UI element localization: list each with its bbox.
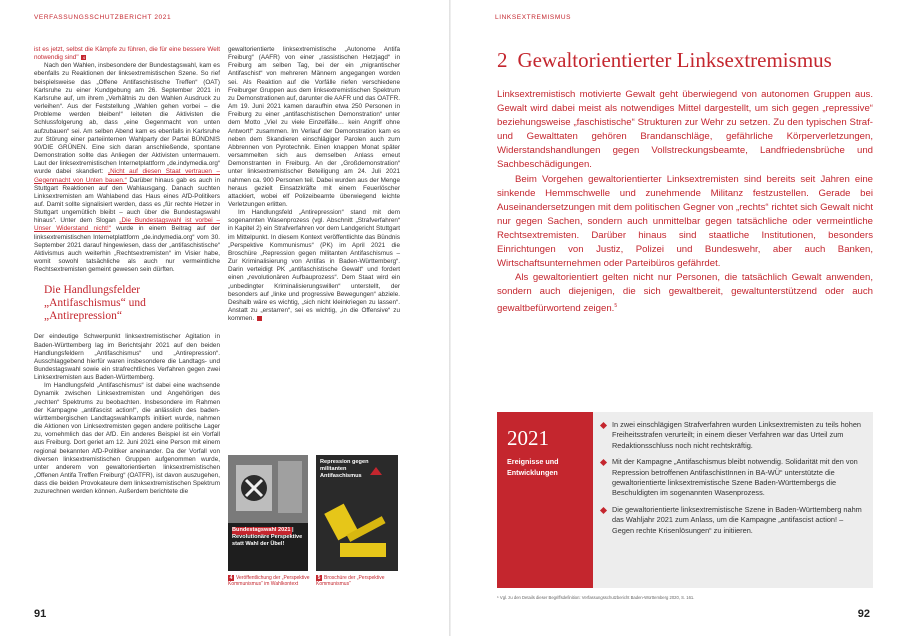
footnote-ref[interactable]: 5 [614,303,618,310]
paragraph: Der eindeutige Schwerpunkt linksextremistischer Agitation in Baden-Württemberg lag im Berichtsjahr 2021 auf den beiden Handlungsfeldern „Antifaschismus“ und „Antirepression“. Ausschlaggebend hierfür waren insbesondere die Landtags- und Bundestagswahl sowie ein strafrechtliches Verfahren gegen zwei Linksextremisten aus Baden-Württemberg. [34,333,220,382]
running-head-right: LINKSEXTREMISMUS [495,14,572,21]
running-head-left: VERFASSUNGSSCHUTZBERICHT 2021 [34,14,172,21]
campaign-photo [228,455,308,571]
paragraph: Beim Vorgehen gewaltorientierter Linksextremisten sind bereits seit Jahren eine sinkende Hemmschwelle und zunehmende Militanz festzustellen. Gerade bei Auseinandersetzungen mit dem politischen Gegner von „rechts“ richtet sich Gewalt nicht nur gegen Sachen, sondern auch unmittelbar gegen tatsächliche oder vermeintliche Rechtsextremisten. Darüber hinaus sind staatliche Institutionen, besonders Einrichtungen von Justiz, Polizei und Bundeswehr, aber auch Banken, Wirtschaftsunternehmen oder Parteibüros gefährdet. [497,173,873,270]
chapter-heading: 2 Gewaltorientierter Linksextremismus [497,48,832,72]
list-item: Mit der Kampagne „Antifaschismus bleibt notwendig. Solidarität mit den von Repression betroffenen AntifaschistInnen in BA-WÜ“ unterstützte die gewaltorientierte linksextremistische Szene Baden-Württembergs die Beschuldigten im sogenannten Wasenprozess. [601,457,863,499]
quote-link[interactable]: „Nicht auf diesen Staat vertrauen – Gegenmacht von Unten bauen.“ [34,168,220,184]
brochure-title: Repression gegen militanten Antifaschismus [320,459,369,479]
quote-red: ist es jetzt, selbst die Kämpfe zu führen, die für eine bessere Welt notwendig sind" [34,46,220,62]
lead-text [497,88,873,317]
paragraph: Nach den Wahlen, insbesondere der Bundestagswahl, kam es ebenfalls zu Reaktionen der linksextremistischen Szene. So rief beispielsweise das „Offene Antifaschistische Treffen“ (OAT) Karlsruhe zu einer Kundgebung am 26. September 2021 in Karlsruhe auf, um ihrem „Verhältnis zu den Wahlen Ausdruck zu verleihen“. Aus der Feststellung „Wahlen gehen vorbei – die Probleme werden bleiben!“ leiteten die Aktivisten die Schlussfolgerung ab, dass „eine Gegenmacht von unten aufzubauen“ sei. Am selben Abend kam es ebenfalls in Karlsruhe zur Störung einer parteiinternen Wahlparty der Partei BÜNDNIS 90/DIE GRÜNEN. Eine sich daran anschließende, spontane Demonstration sollte das Anliegen der Aktivisten untermauern. Laut der linksextremistischen Internetplattform „de.indymedia.org“ wurde dabei skandiert: „Nicht auf diesen Staat vertrauen – Gegenmacht von Unten bauen.“ Darüber hinaus gab es auch in Stuttgart Reaktionen auf den Wahlausgang. Danach suchten Linksextremisten am Wahlabend das Haus eines AfD-Politikers auf. Damit sollte signalisiert werden, dass es „für rechte Hetzer in Stuttgart ungemütlich bleibt – auch über die Bundestagswahl hinaus“. Unter dem Slogan „Die Bundestagswahl ist vorbei – Unser Widerstand nicht!“ wurde in einem Beitrag auf der linksextremistischen Internetplattform „de.indymedia.org“ vom 30. September 2021 darauf hingewiesen, dass der „antifaschistische“ Aktivismus auch weiterhin „Rechtsextremisten“ im Visier habe, womit sowohl tatsächliche als auch nur vermeintliche Rechtsextremisten gemeint gewesen sein dürften. [34,62,221,274]
events-box [497,412,873,588]
section-subheading: Die Handlungsfelder „Antifaschismus“ und „Antirepression“ [44,284,146,323]
events-box-header [497,412,593,588]
page-number-right: 92 [857,608,870,620]
image-marker-5: 5 [257,316,262,321]
page-number-left: 91 [34,608,47,620]
brochure-cover [316,455,398,571]
box-year: 2021 [507,426,549,450]
events-list [601,420,863,542]
quote-link[interactable]: „Die Bundestagswahl ist vorbei – Unser Widerstand nicht!“ [34,217,220,233]
campaign-photo-text: Bundestagswahl 2021 | Revolutionäre Perspektive statt Wahl der Übel! [232,527,303,547]
left-column-2 [228,46,400,323]
ballot-photo-illustration [228,455,308,571]
caption-5: 5 Broschüre der „Perspektive Kommunismus“ [316,575,385,587]
footnote: ⁵ Vgl. zu den Details dieser Begriffsdefinition: Verfassungsschutzbericht Baden-Württemberg 2020, S. 161. [497,595,695,600]
paragraph: Linksextremistisch motivierte Gewalt geht überwiegend von autonomen Gruppen aus. Gewalt wird dabei meist als notwendiges Mittel dargestellt, um sich gegen „repressive“ beziehungsweise „faschistische“ Strukturen zur Wehr zu setzen. Zu den typischen Straf- und Gewalttaten gehören Brandanschläge, gefährliche Körperverletzungen, Widerstandshandlungen gegen Vollstreckungsbeamte, Landfriedensbrüche und Sachbeschädigungen. [497,89,873,171]
paragraph: gewaltorientierte linksextremistische „Autonome Antifa Freiburg“ (AAFR) von einer „rassistischen Hetzjagd“ in Freiburg am selben Tag, bei der ein „migrantischer Antifaschist“ von mehreren Männern angegangen worden sei. Als Reaktion auf die Vorfälle riefen verschiedene Freiburger Gruppen aus dem linksextremistischen Spektrum zu Demonstrationen auf, darunter die AAFR und das OATFR. Am 19. Juni 2021 kamen daraufhin etwa 250 Personen in Freiburg zu einer „antifaschistischen Demonstration“ unter dem Motto „Viel zu viele Einzelfälle… kein Angriff ohne Antwort!“ zusammen. Im Verlauf der Demonstration kam es neben dem Skandieren einschlägiger Parolen auch zum Abbrennen von Pyrotechnik. Einen knappen Monat später versammelten sich aus demselben Anlass erneut Demonstranten in Freiburg. An der „Großdemonstration“ unter linksextremistischer Beteiligung am 24. Juli 2021 nahmen ca. 900 Personen teil. Dabei wurden aus der Menge heraus gezielt Einsatzkräfte mit einem Feuerlöscher attackiert, wobei elf Polizeibeamte überwiegend leichte Verletzungen erlitten. [228,46,400,208]
paragraph: Als gewaltorientiert gelten nicht nur Personen, die tatsächlich Gewalt anwenden, sondern auch diejenigen, die sich gewaltbereit, gewaltunterstützend oder auch gewaltbefürwortend zeigen.$^5$ [497,272,873,315]
left-column-1 [34,46,220,497]
list-item: In zwei einschlägigen Strafverfahren wurden Linksextremisten zu teils hohen Freiheitsstrafen verurteilt; in einem dieser Verfahren war das Urteil zum Redaktionsschluss noch nicht rechtskräftig. [601,420,863,451]
caption-4: 4 Veröffentlichung der „Perspektive Kommunismus“ im Wahlkontext [228,575,310,587]
image-marker-4: 4 [82,54,85,60]
paragraph: Im Handlungsfeld „Antifaschismus“ ist dabei eine wachsende Dynamik zwischen Linksextremisten und Angehörigen des „rechten“ Spektrums zu beobachten. Insbesondere im Rahmen der Kampagne „antifascist action!“, die anlässlich des baden-württembergischen Landtagswahlkampfs initiiert wurde, nahmen die Aktionen von Linksextremisten gegen andere politische Lager zu, vornehmlich das der AfD. Ein anderes Beispiel ist ein Vorfall aus Freiburg. Dort geriet am 12. Juni 2021 eine Person mit einem regional bekannten AfD-Politiker aneinander. Da der Vorfall von diversen linksextremistischen Gruppen aufgenommen wurde, unter anderem von gewaltorientierten linksextremistischen „Offenen Antifa Treffen Freiburg“ (OATFR), ist davon auszugehen, dass die beiden Provokateure dem linksextremistischen Spektrum zuzurechnen werden können. Außerdem berichtete die [34,382,220,496]
list-item: Die gewaltorientierte linksextremistische Szene in Baden-Württemberg nahm das Wahljahr 2021 zum Anlass, um die Kampagne „antifascist action! – Gegen rechte Krisenlösungen“ zu initiieren. [601,505,863,536]
box-label: Ereignisse und Entwicklungen [507,457,559,477]
paragraph: Im Handlungsfeld „Antirepression“ stand mit dem sogenannten Wasenprozess (vgl. Abschnitt „Strafverfahren“ in Kapitel 2) ein Strafverfahren vor dem Landgericht Stuttgart im Mittelpunkt. In diesem Kontext veröffentlichte das Bündnis „Perspektive Kommunismus“ (PK) im April 2021 die Broschüre „Repression gegen militanten Antifaschismus – Zur Kriminalisierung von Antifas in Baden-Württemberg“. Darin verteidigt PK „antifaschistische Gewalt“ und fordert einen „revolutionären Aufbauprozess“. Dem Staat wird ein „unbedingter Kriminalisierungswillen“ unterstellt, der besonders auf „linke und progressive Bewegungen“ abziele. Deshalb wäre es wichtig, „sich nicht kleinkriegen zu lassen“. Anstatt zu „erstarren“, sei es wichtig, „in die Offensive“ zu kommen. 5 [228,209,400,323]
